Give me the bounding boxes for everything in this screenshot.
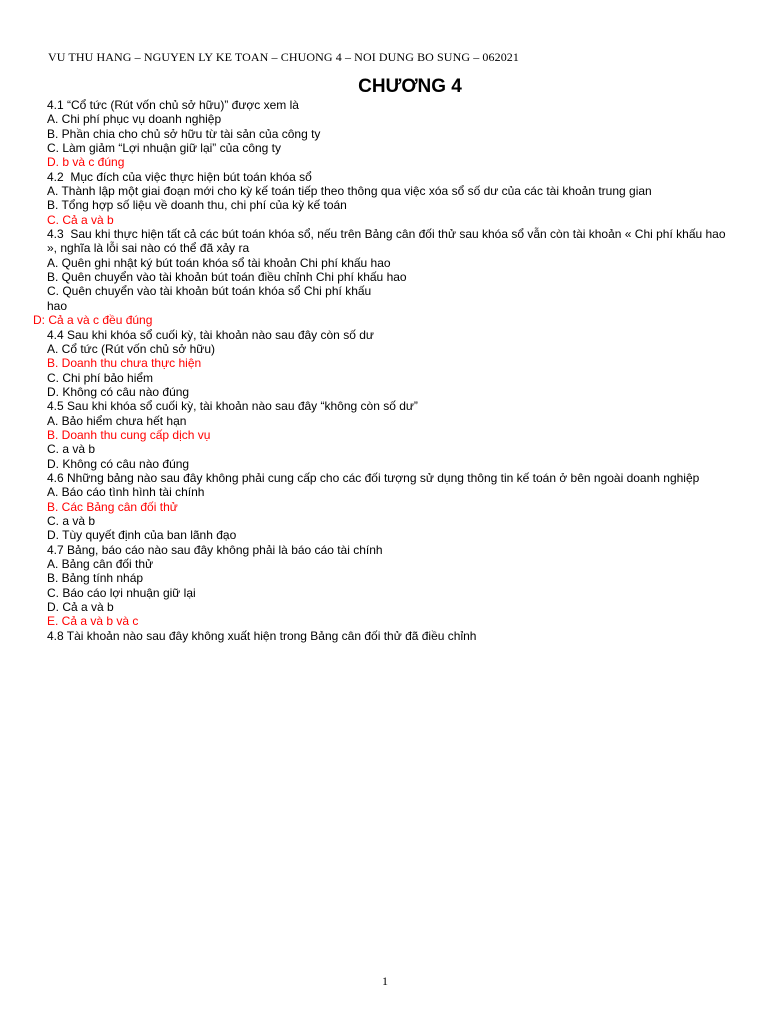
text-line: C. a và b — [47, 442, 96, 457]
document-header: VU THU HANG – NGUYEN LY KE TOAN – CHUONG 4 – NOI DUNG BO SUNG – 062021 — [48, 50, 520, 64]
text-line: A. Chi phí phục vụ doanh nghiệp — [47, 112, 222, 127]
text-line: C. Chi phí bảo hiểm — [47, 370, 154, 385]
text-line: A. Cổ tức (Rút vốn chủ sở hữu) — [47, 341, 215, 356]
text-line: B. Phần chia cho chủ sở hữu từ tài sản của công ty — [47, 126, 321, 141]
text-line: D. Cả a và b — [47, 600, 114, 615]
text-line: 4.7 Bảng, báo cáo nào sau đây không phải là báo cáo tài chính — [47, 542, 383, 557]
text-line: A. Báo cáo tình hình tài chính — [47, 485, 205, 500]
text-line: A. Bảng cân đối thử — [47, 557, 154, 571]
text-line: A. Quên ghi nhật ký bút toán khóa sổ tài khoản Chi phí khấu hao — [47, 255, 391, 270]
text-line: B. Bảng tính nháp — [47, 571, 144, 586]
text-line: 4.5 Sau khi khóa sổ cuối kỳ, tài khoản nào sau đây “không còn số dư” — [47, 399, 418, 414]
answer-line: E. Cả a và b và c — [47, 614, 139, 629]
text-line: D. Không có câu nào đúng — [47, 384, 190, 399]
text-line: C. Quên chuyển vào tài khoản bút toán khóa sổ Chi phí khấu — [47, 284, 372, 299]
text-line: A. Thành lập một giai đoạn mới cho kỳ kế toán tiếp theo thông qua việc xóa sổ số dư của các tài khoản trung gian — [47, 184, 652, 199]
text-line: hao — [47, 298, 68, 313]
text-line: D. Tùy quyết định của ban lãnh đạo — [47, 528, 237, 543]
text-line: 4.3 Sau khi thực hiện tất cả các bút toán khóa sổ, nếu trên Bảng cân đối thử sau khóa sổ vẫn còn tài khoản « Chi phí khấu hao », nghĩa là lỗi sai nào có thể đã xảy ra — [47, 227, 729, 256]
text-line: 4.8 Tài khoản nào sau đây không xuất hiện trong Bảng cân đối thử đã điều chỉnh — [47, 628, 477, 643]
answer-line: D. b và c đúng — [47, 155, 125, 170]
text-line: C. Làm giảm “Lợi nhuận giữ lại” của công ty — [47, 141, 282, 156]
answer-line: D: Cả a và c đều đúng — [33, 313, 153, 328]
text-line: 4.6 Những bảng nào sau đây không phải cung cấp cho các đối tượng sử dụng thông tin kế toán ở bên ngoài doanh nghiệp — [47, 470, 700, 485]
answer-line: B. Doanh thu chưa thực hiện — [47, 356, 202, 371]
text-line: 4.1 “Cổ tức (Rút vốn chủ sở hữu)” được xem là — [47, 98, 299, 112]
chapter-title: CHƯƠNG 4 — [358, 76, 462, 97]
text-line: B. Quên chuyển vào tài khoản bút toán điều chỉnh Chi phí khấu hao — [47, 270, 407, 285]
text-line: 4.4 Sau khi khóa sổ cuối kỳ, tài khoản nào sau đây còn số dư — [47, 327, 374, 342]
page-number: 1 — [382, 974, 388, 988]
text-line: D. Không có câu nào đúng — [47, 456, 190, 471]
text-line: C. a và b — [47, 513, 96, 528]
document-body — [33, 98, 729, 643]
answer-line: C. Cả a và b — [47, 212, 114, 227]
answer-line: B. Các Bảng cân đối thử — [47, 499, 178, 514]
answer-line: B. Doanh thu cung cấp dịch vụ — [47, 427, 211, 442]
text-line: A. Bảo hiểm chưa hết hạn — [47, 413, 187, 428]
text-line: C. Báo cáo lợi nhuận giữ lại — [47, 585, 196, 600]
text-line: 4.2 Mục đích của việc thực hiện bút toán khóa sổ — [47, 169, 312, 184]
text-line: B. Tổng hợp số liệu về doanh thu, chi phí của kỳ kế toán — [47, 198, 347, 213]
